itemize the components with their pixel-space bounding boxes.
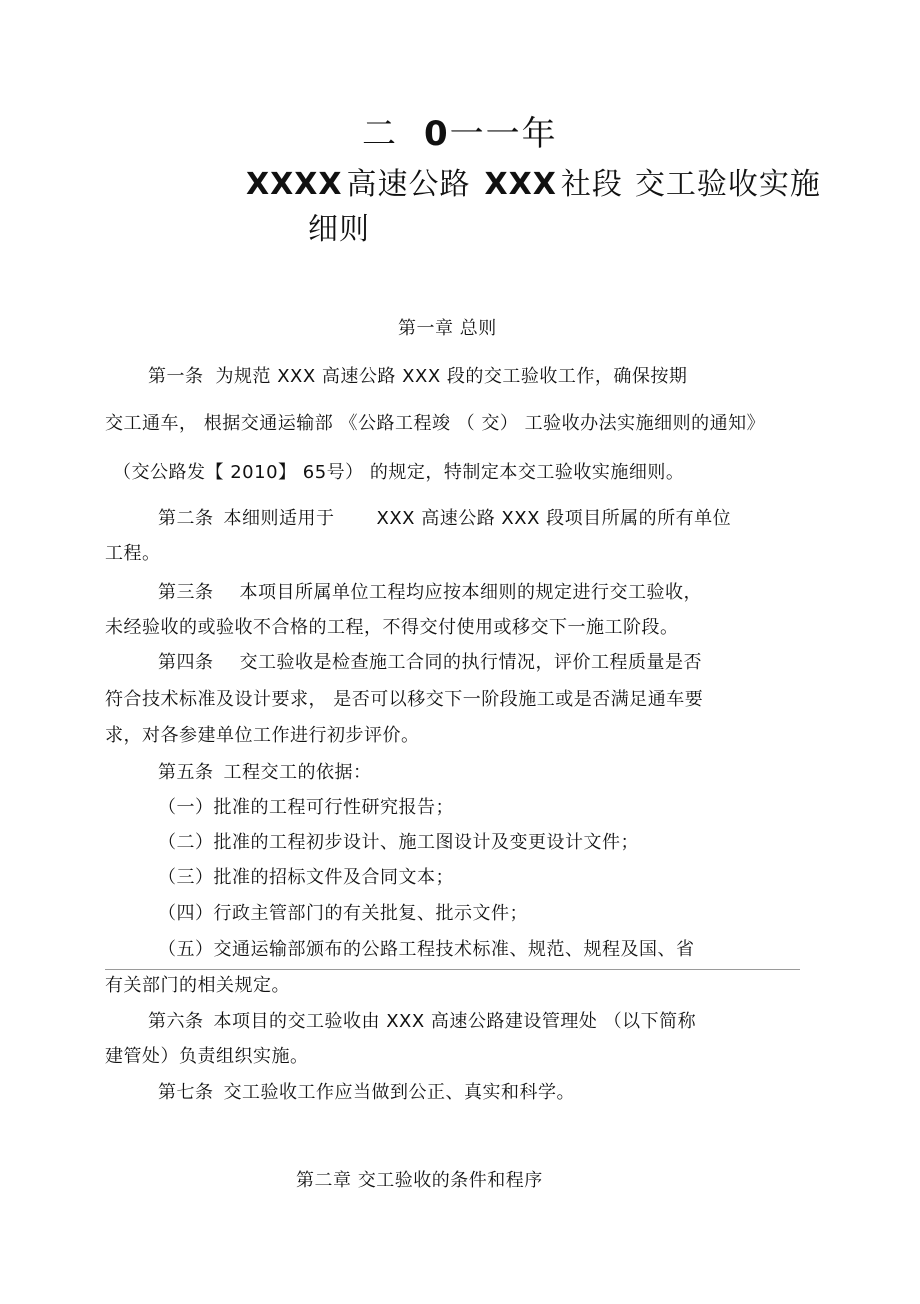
article-5-item-4: （四）行政主管部门的有关批复、批示文件；: [158, 903, 528, 924]
article-6-line-1: 第六条 本项目的交工验收由 XXX 高速公路建设管理处 （以下简称: [148, 1011, 697, 1032]
article-5-item-5: （五）交通运输部颁布的公路工程技术标准、规范、规程及国、省: [158, 939, 695, 960]
article-3-line-1: 第三条 本项目所属单位工程均应按本细则的规定进行交工验收，: [158, 582, 702, 603]
article-5-label: 第五条: [158, 762, 214, 783]
title-part-3: XXX: [484, 167, 557, 202]
article-6-label: 第六条: [148, 1011, 204, 1032]
year-part-3: 一一年: [449, 114, 558, 154]
horizontal-rule: [105, 969, 800, 970]
title-part-2: 高速公路: [346, 167, 471, 202]
article-1-line-1: 第一条 为规范 XXX 高速公路 XXX 段的交工验收工作，确保按期: [148, 366, 688, 387]
article-7-line-1: 第七条 交工验收工作应当做到公正、真实和科学。: [158, 1082, 575, 1103]
article-1-line-2: 交工通车， 根据交通运输部 《公路工程竣 （ 交） 工验收办法实施细则的通知》: [105, 413, 766, 434]
article-1-label: 第一条: [148, 366, 204, 387]
article-5-item-1: （一）批准的工程可行性研究报告；: [158, 797, 454, 818]
title-part-1: XXXX: [246, 167, 343, 202]
article-2-label: 第二条: [158, 508, 214, 529]
document-title-line-1: [246, 166, 821, 204]
title-part-4: 社段: [560, 167, 623, 202]
document-title-line-2: 细则: [308, 212, 370, 247]
article-5-item-3: （三）批准的招标文件及合同文本；: [158, 867, 454, 888]
title-part-5: 交工验收实施: [634, 167, 821, 202]
chapter-2-heading: 第二章 交工验收的条件和程序: [296, 1170, 543, 1191]
article-7-label: 第七条: [158, 1082, 214, 1103]
article-5-line-1: 第五条 工程交工的依据：: [158, 762, 372, 783]
article-5-continuation: 有关部门的相关规定。: [105, 975, 290, 996]
chapter-1-heading: 第一章 总则: [398, 318, 497, 339]
article-4-line-1: 第四条 交工验收是检查施工合同的执行情况，评价工程质量是否: [158, 652, 702, 673]
article-4-line-2: 符合技术标准及设计要求， 是否可以移交下一阶段施工或是否满足通车要: [105, 689, 704, 710]
article-2-line-2: 工程。: [105, 543, 161, 564]
year-part-2: 0: [424, 114, 450, 154]
article-6-line-2: 建管处）负责组织实施。: [105, 1046, 309, 1067]
article-3-label: 第三条: [158, 582, 214, 603]
article-4-label: 第四条: [158, 652, 214, 673]
year-part-1: 二: [362, 114, 398, 154]
article-1-line-3: （交公路发【 2010】 65号） 的规定，特制定本交工验收实施细则。: [113, 462, 685, 483]
article-4-line-3: 求，对各参建单位工作进行初步评价。: [105, 725, 420, 746]
document-year: [362, 114, 558, 154]
article-3-line-2: 未经验收的或验收不合格的工程，不得交付使用或移交下一施工阶段。: [105, 617, 679, 638]
article-5-item-2: （二）批准的工程初步设计、施工图设计及变更设计文件；: [158, 832, 639, 853]
article-2-line-1: 第二条 本细则适用于 XXX 高速公路 XXX 段项目所属的所有单位: [158, 508, 732, 529]
